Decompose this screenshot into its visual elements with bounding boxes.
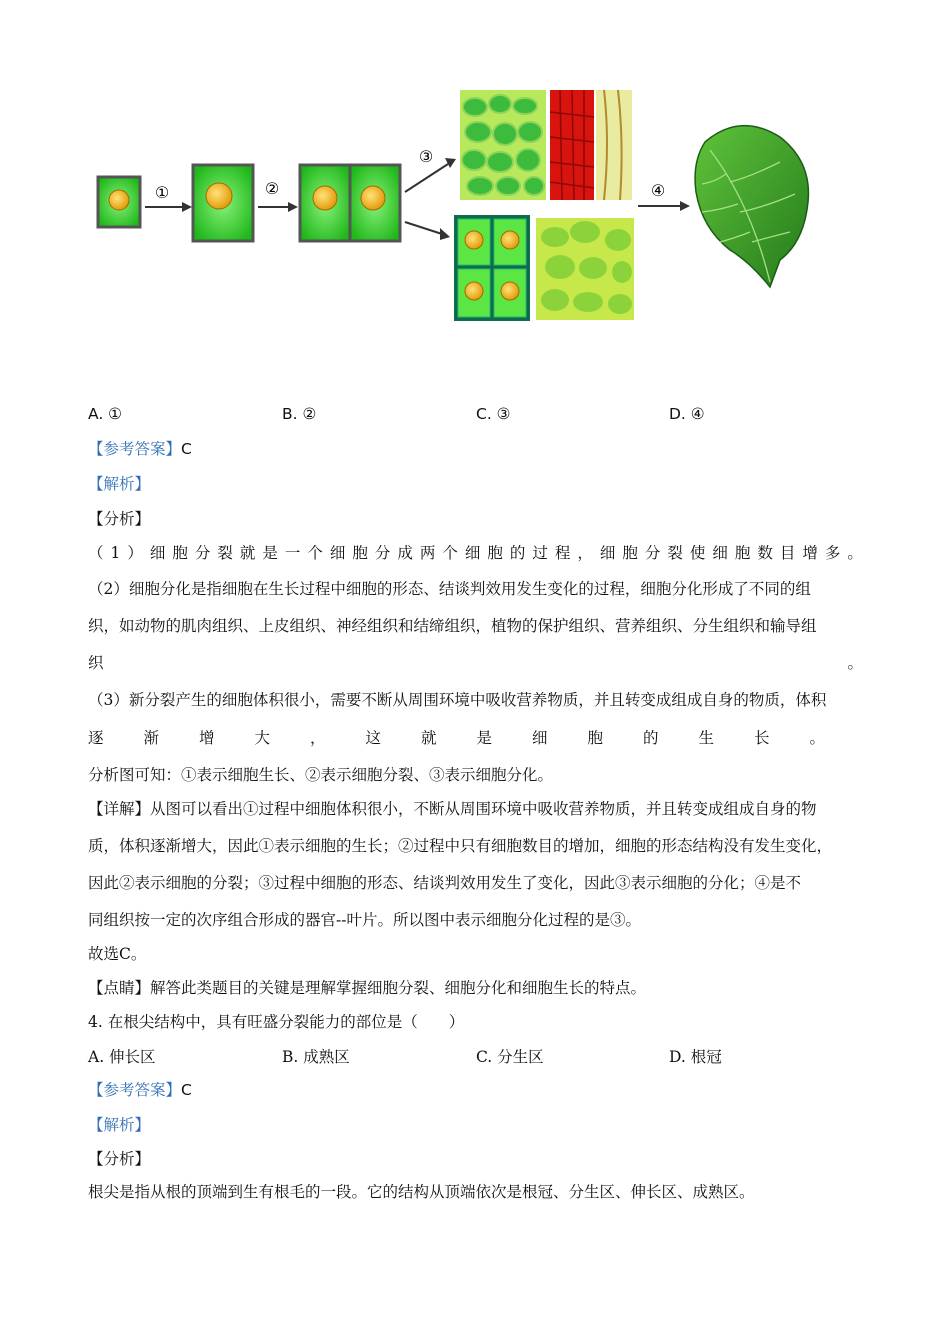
q3-analysis-p4: 分析图可知：①表示细胞生长、②表示细胞分裂、③表示细胞分化。 [88, 766, 554, 784]
q3-detail-l3: 因此②表示细胞的分裂；③过程中细胞的形态、结谈判效用发生了变化，因此③表示细胞的分化；④是不 [88, 874, 802, 892]
label-4: ④ [650, 181, 666, 200]
q4-stem: 4. 在根尖结构中，具有旺盛分裂能力的部位是（ ） [88, 1013, 465, 1031]
detail-text-1: 从图可以看出①过程中细胞体积很小，不断从周围环境中吸收营养物质，并且转变成组成自身的物 [150, 800, 817, 818]
cell-grown [193, 165, 253, 241]
q4-option-d: D. 根冠 [669, 1048, 722, 1066]
detail-tag: 【详解】 [88, 800, 151, 818]
tissue-meristematic [454, 215, 530, 321]
q3-analysis-p3b: 逐渐增大，这就是细胞的生长。 [88, 729, 866, 747]
q4-option-a: A. 伸长区 [88, 1048, 156, 1066]
arrow-2 [258, 179, 298, 212]
q4-analysis: 根尖是指从根的顶端到生有根毛的一段。它的结构从顶端依次是根冠、分生区、伸长区、成熟区。 [88, 1183, 755, 1201]
q4-fenxi: 【分析】 [88, 1150, 151, 1168]
cell-small [98, 177, 140, 227]
q3-detail-l4: 同组织按一定的次序组合形成的器官--叶片。所以图中表示细胞分化过程的是③。 [88, 911, 641, 929]
q3-answer-line [88, 439, 192, 459]
tip-tag: 【点睛】 [88, 979, 151, 997]
q3-option-d: D. ④ [669, 405, 705, 423]
q3-analysis-p2b: 织，如动物的肌肉组织、上皮组织、神经组织和结缔组织，植物的保护组织、营养组织、分生组织和输导组 [88, 617, 817, 635]
q3-analysis-p3a: （3）新分裂产生的细胞体积很小，需要不断从周围环境中吸收营养物质，并且转变成组成自身的物质，体积 [88, 691, 827, 709]
q3-analysis-p2c [88, 653, 863, 673]
q3-analysis-p1: （1）细胞分裂就是一个细胞分成两个细胞的过程，细胞分裂使细胞数目增多。 [88, 544, 870, 562]
q3-analysis-p2a: （2）细胞分化是指细胞在生长过程中细胞的形态、结谈判效用发生变化的过程，细胞分化形成了不同的组 [88, 580, 811, 598]
q4-answer-tag: 【参考答案】 [88, 1081, 182, 1099]
q3-option-a: A. ① [88, 405, 123, 423]
label-3: ③ [418, 147, 434, 166]
tip-text: 解答此类题目的关键是理解掌握细胞分裂、细胞分化和细胞生长的特点。 [150, 979, 647, 997]
arrow-4 [638, 181, 690, 211]
q4-answer-line [88, 1080, 192, 1100]
label-1: ① [154, 183, 170, 202]
q3-tip [88, 978, 646, 998]
q4-jiexi: 【解析】 [88, 1116, 151, 1134]
answer-value: C [181, 440, 192, 458]
arrow-1 [145, 183, 192, 212]
label-2: ② [264, 179, 280, 198]
p2c-end: 。 [847, 654, 863, 672]
q3-detail-l2: 质，体积逐渐增大，因此①表示细胞的生长；②过程中只有细胞数目的增加，细胞的形态结构没有发生变化， [88, 837, 833, 855]
q4-option-b: B. 成熟区 [282, 1048, 350, 1066]
p2c-start: 织 [88, 654, 104, 672]
tissue-conducting [550, 90, 632, 200]
answer-tag: 【参考答案】 [88, 440, 182, 458]
cells-divided [300, 165, 400, 241]
q3-option-c: C. ③ [476, 405, 511, 423]
q3-detail-l1 [88, 799, 863, 819]
q3-option-b: B. ② [282, 405, 317, 423]
q4-option-c: C. 分生区 [476, 1048, 544, 1066]
tissue-parenchyma [536, 218, 634, 320]
q3-fenxi: 【分析】 [88, 510, 151, 528]
cell-process-diagram [90, 82, 870, 332]
leaf [695, 126, 808, 287]
tissue-protective [460, 90, 546, 200]
arrow-3 [405, 147, 456, 240]
q3-detail-l5: 故选C。 [88, 945, 147, 963]
q4-answer-value: C [181, 1081, 192, 1099]
q3-jiexi: 【解析】 [88, 475, 151, 493]
